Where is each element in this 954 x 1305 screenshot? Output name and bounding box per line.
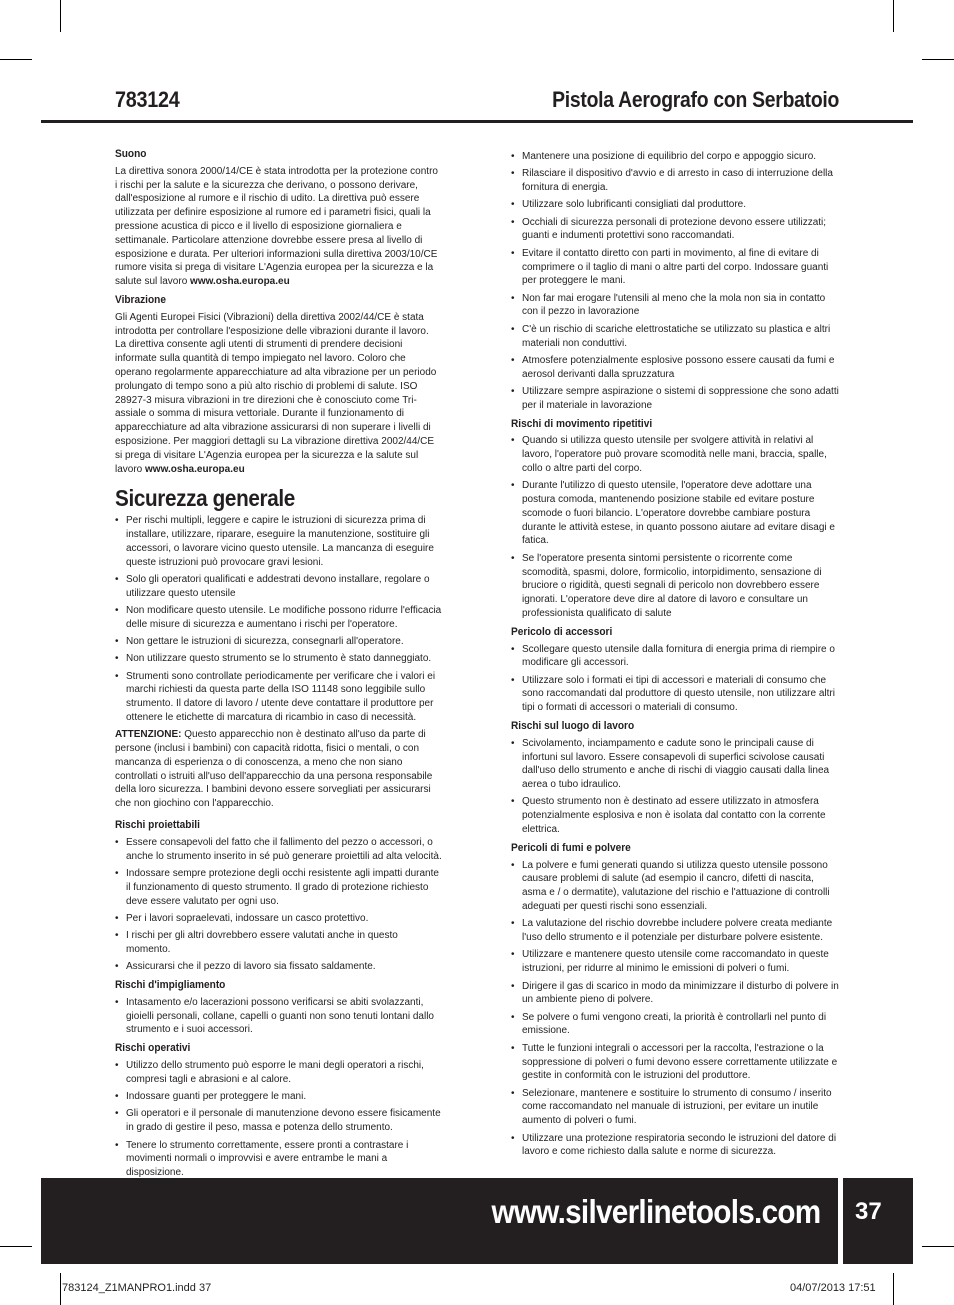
list-item: • Evitare il contatto diretto con parti in movimento, al fine di evitare di comprimere o il taglio di mani o altre parti del corpo. Indossare guanti per proteggere le mani. — [511, 247, 841, 288]
list-item: • Rilasciare il dispositivo d'avvio e di arresto in caso di interruzione della fornitura di energia. — [511, 167, 841, 195]
crop-mark — [60, 1273, 61, 1305]
list-item: • Utilizzare e mantenere questo utensile come raccomandato in queste istruzioni, per ridurre al minimo le emissioni di polveri o fumi. — [511, 948, 841, 976]
list-item: • Essere consapevoli del fatto che il fallimento del pezzo o accessori, o anche lo strumento inserito in sé può generare proiettili ad alta velocità. — [115, 836, 442, 864]
impigliamento-list — [115, 996, 442, 1037]
list-item: • Non utilizzare questo strumento se lo strumento è stato danneggiato. — [115, 652, 442, 666]
section-title-operativi: Rischi operativi — [115, 1042, 191, 1055]
list-item: • Scivolamento, inciampamento e cadute sono le principali cause di infortuni sul lavoro. Essere consapevoli di superfici scivolose causati dall'uso dello strumento e anche di rischi di viaggio causati dalla linea aerea o tubo idraulico. — [511, 737, 841, 792]
list-item: • Non gettare le istruzioni di sicurezza, consegnarli all'operatore. — [115, 635, 442, 649]
list-item: • Indossare guanti per proteggere le mani. — [115, 1090, 442, 1104]
right-column — [511, 150, 841, 1163]
page-header — [41, 84, 912, 120]
list-item: • Se l'operatore presenta sintomi persistente o ricorrente come scomodità, spasmi, dolore, formicolio, intorpidimento, sensazione di bruciore o rigidità, questi segnali di pericolo non dovrebbero essere ignorati. L'operatore deve dire al datore di lavoro e consultare un professionista qualificato di salute — [511, 552, 841, 621]
vibrazione-text: Gli Agenti Europei Fisici (Vibrazioni) della direttiva 2002/44/CE è stata introdotta per controllare l'esposizione delle vibrazioni durante il lavoro. La direttiva consente agli utenti di strumenti di prendere decisioni informate sulla quantità di tempo impiegato nel lavoro. Coloro che operano regolarmente apparecchiature ad alta vibrazione per un periodo prolungato di tempo sono a più alto rischio di problemi di salute. ISO 28927-3 misura vibrazioni in tre direzioni che è conosciuto come Tri-assiale o somma di misura vettoriale. Durante il funzionamento di apparecchiature ad alta vibrazione assicurarsi di non superare i livelli di esposizione. Per maggiori dettagli su La vibrazione direttiva 2002/44/CE si prega di visitare L'Agenzia europea per la sicurezza e la salute sul lavoro — [115, 311, 437, 475]
list-item: • C'è un rischio di scariche elettrostatiche se utilizzato su plastica e altri materiali non conduttivi. — [511, 323, 841, 351]
section-title-accessori: Pericolo di accessori — [511, 625, 613, 638]
left-column — [115, 148, 442, 1183]
list-item: • Scollegare questo utensile dalla fornitura di energia prima di riempire o modificare gli accessori. — [511, 643, 841, 671]
list-item: • Mantenere una posizione di equilibrio del corpo e appoggio sicuro. — [511, 150, 841, 164]
list-item: • Assicurarsi che il pezzo di lavoro sia fissato saldamente. — [115, 960, 442, 974]
list-item: • Gli operatori e il personale di manutenzione devono essere fisicamente in grado di gestire il peso, massa e potenza dello strumento. — [115, 1107, 442, 1135]
section-title-ripetitivi: Rischi di movimento ripetitivi — [511, 417, 653, 430]
suono-paragraph — [115, 165, 442, 289]
operativi-list — [115, 1059, 442, 1180]
accessori-list — [511, 643, 841, 715]
section-title-vibrazione: Vibrazione — [115, 293, 167, 306]
header-rule — [41, 120, 913, 123]
section-title-suono: Suono — [115, 148, 147, 160]
list-item: • Per rischi multipli, leggere e capire le istruzioni di sicurezza prima di installare, utilizzare, riparare, eseguire la manutenzione, sostituire gli accessori, o lavorare vicino questo utensile. La mancanza di eseguire queste istruzioni può provocare gravi lesioni. — [115, 514, 442, 569]
list-item: • Solo gli operatori qualificati e addestrati devono installare, regolare o utilizzare questo utensile — [115, 573, 442, 601]
file-slug: 783124_Z1MANPRO1.indd 37 — [62, 1282, 212, 1294]
list-item: • Occhiali di sicurezza personali di protezione devono essere utilizzati; guanti e indumenti protettivi sono raccomandati. — [511, 216, 841, 244]
list-item: • Questo strumento non è destinato ad essere utilizzato in atmosfera potenzialmente esplosiva e non è isolata dal contatto con la corrente elettrica. — [511, 795, 841, 836]
list-item: • Non far mai erogare l'utensili al meno che la mola non sia in contatto con il pezzo in lavorazione — [511, 292, 841, 320]
crop-mark — [922, 1246, 954, 1247]
crop-mark — [893, 0, 894, 32]
list-item: • Quando si utilizza questo utensile per svolgere attività in relativi al lavoro, l'operatore può provare scomodità nelle mani, braccia, spalle, collo o altre parti del corpo. — [511, 434, 841, 475]
list-item: • Tutte le funzioni integrali o accessori per la raccolta, l'estrazione o la soppressione di polveri o fumi devono essere correttamente utilizzate e gestite in conformità con le istruzioni del produttore. — [511, 1042, 841, 1083]
product-title: Pistola Aerografo con Serbatoio — [552, 87, 839, 112]
vibrazione-link[interactable]: www.osha.europa.eu — [145, 463, 245, 475]
section-title-luogo: Rischi sul luogo di lavoro — [511, 719, 635, 732]
top-list — [511, 150, 841, 413]
website-url[interactable]: www.silverlinetools.com — [491, 1193, 820, 1230]
page-number-box — [843, 1178, 913, 1264]
list-item: • Strumenti sono controllate periodicamente per verificare che i valori ei marchi richiesti da questa parte della ISO 11148 sono leggibile sullo strumento. Il datore di lavoro / utente deve contattare il produttore per ottenere le etichette di marcatura di ricambio in caso di necessità. — [115, 670, 442, 725]
list-item: • Utilizzo dello strumento può esporre le mani degli operatori a rischi, compresi tagli e abrasioni e al calore. — [115, 1059, 442, 1087]
list-item: • Durante l'utilizzo di questo utensile, l'operatore deve adottare una postura comoda, mantenendo posizione stabile ed evitare posture scomode o fuori bilancio. L'operatore dovrebbe cambiare postura durante le attività estese, in quanto possono aiutare ad evitare disagi e fatica. — [511, 479, 841, 548]
ripetitivi-list — [511, 434, 841, 620]
attenzione-label: ATTENZIONE: — [115, 729, 182, 741]
attenzione-text: Questo apparecchio non è destinato all'uso da parte di persone (inclusi i bambini) con capacità ridotta, fisici o mentali, o con mancanza di esperienza o di conoscenza, a meno che non siano controllati o istruiti all'uso dell'apparecchio da una persona responsabile della loro sicurezza. I bambini devono essere sorvegliati per assicurarsi che non giochino con l'apparecchio. — [115, 729, 433, 810]
section-title-fumi: Pericoli di fumi e polvere — [511, 841, 631, 854]
list-item: • Indossare sempre protezione degli occhi resistente agli impatti durante il funzionamento di questo strumento. Il grado di protezione richiesto deve essere valutato per ogni uso. — [115, 867, 442, 908]
attenzione-paragraph — [115, 728, 442, 811]
suono-link[interactable]: www.osha.europa.eu — [190, 276, 290, 288]
list-item: • Atmosfere potenzialmente esplosive possono essere causati da fumi e aerosol derivanti dalla spruzzatura — [511, 354, 841, 382]
list-item: • Utilizzare una protezione respiratoria secondo le istruzioni del datore di lavoro e come richiesto dalla salute e norme di sicurezza. — [511, 1132, 841, 1160]
product-code: 783124 — [115, 87, 180, 112]
crop-mark — [0, 59, 32, 60]
suono-text: La direttiva sonora 2000/14/CE è stata introdotta per la protezione contro i rischi per la salute e la sicurezza che derivano, o possono derivare, dall'esposizione al rumore e il rischio di udito. La direttiva può essere utilizzata per definire esposizione al rumore ed i parametri fisici, quali la pressione acustica di picco e il livello di esposizione giornaliera e settimanale. Particolare attenzione dovrebbe essere presa al livello di esposizione e durata. Per ulteriori informazioni sulla direttiva 2003/10/CE rumore visita si prega di visitare L'Agenzia europea per la sicurezza e la salute sul lavoro — [115, 165, 438, 288]
vibrazione-paragraph — [115, 311, 442, 477]
date-slug: 04/07/2013 17:51 — [790, 1282, 876, 1294]
page-number: 37 — [855, 1198, 882, 1225]
list-item: • Tenere lo strumento correttamente, essere pronti a contrastare i movimenti normali o improvvisi e avere entrambe le mani a disposizione. — [115, 1139, 442, 1180]
list-item: • Utilizzare sempre aspirazione o sistemi di soppressione che sono adatti per il materiale in lavorazione — [511, 385, 841, 413]
crop-mark — [922, 59, 954, 60]
list-item: • Utilizzare solo i formati ei tipi di accessori e materiali di consumo che sono raccomandati dal produttore di questo utensile, non utilizzare altri tipi o formati di accessori o materiali di consumo. — [511, 674, 841, 715]
crop-mark — [893, 1273, 894, 1305]
sicurezza-list — [115, 514, 442, 725]
crop-mark — [0, 1246, 32, 1247]
list-item: • I rischi per gli altri dovrebbero essere valutati anche in questo momento. — [115, 929, 442, 957]
luogo-list — [511, 737, 841, 837]
list-item: • La valutazione del rischio dovrebbe includere polvere creata mediante l'uso dello strumento e il potenziale per disturbare polvere esistente. — [511, 917, 841, 945]
list-item: • Utilizzare solo lubrificanti consigliati dal produttore. — [511, 198, 841, 212]
list-item: • Selezionare, mantenere e sostituire lo strumento di consumo / inserito come raccomandato nel manuale di istruzioni, per evitare un inutile aumento di polveri o fumi. — [511, 1087, 841, 1128]
section-title-impigliamento: Rischi d'impigliamento — [115, 979, 226, 992]
proiettabili-list — [115, 836, 442, 974]
crop-mark — [60, 0, 61, 32]
section-heading-sicurezza: Sicurezza generale — [115, 485, 295, 512]
list-item: • Intasamento e/o lacerazioni possono verificarsi se abiti svolazzanti, gioielli personali, collane, capelli o guanti non sono tenuti lontani dallo strumento e i suoi accessori. — [115, 996, 442, 1037]
fumi-list — [511, 859, 841, 1159]
list-item: • Per i lavori sopraelevati, indossare un casco protettivo. — [115, 912, 442, 926]
list-item: • Dirigere il gas di scarico in modo da minimizzare il disturbo di polvere in un ambiente pieno di polvere. — [511, 980, 841, 1008]
section-title-proiettabili: Rischi proiettabili — [115, 819, 200, 832]
list-item: • La polvere e fumi generati quando si utilizza questo utensile possono causare problemi di salute (ad esempio il cancro, difetti di nascita, asma e / o dermatite), valutazione del rischio e l'attuazione di controlli adeguati per questi rischi sono essenziali. — [511, 859, 841, 914]
footer-bar — [41, 1178, 838, 1264]
list-item: • Se polvere o fumi vengono creati, la priorità è controllarli nel punto di emissione. — [511, 1011, 841, 1039]
list-item: • Non modificare questo utensile. Le modifiche possono ridurre l'efficacia delle misure di sicurezza e aumentano i rischi per l'operatore. — [115, 604, 442, 632]
